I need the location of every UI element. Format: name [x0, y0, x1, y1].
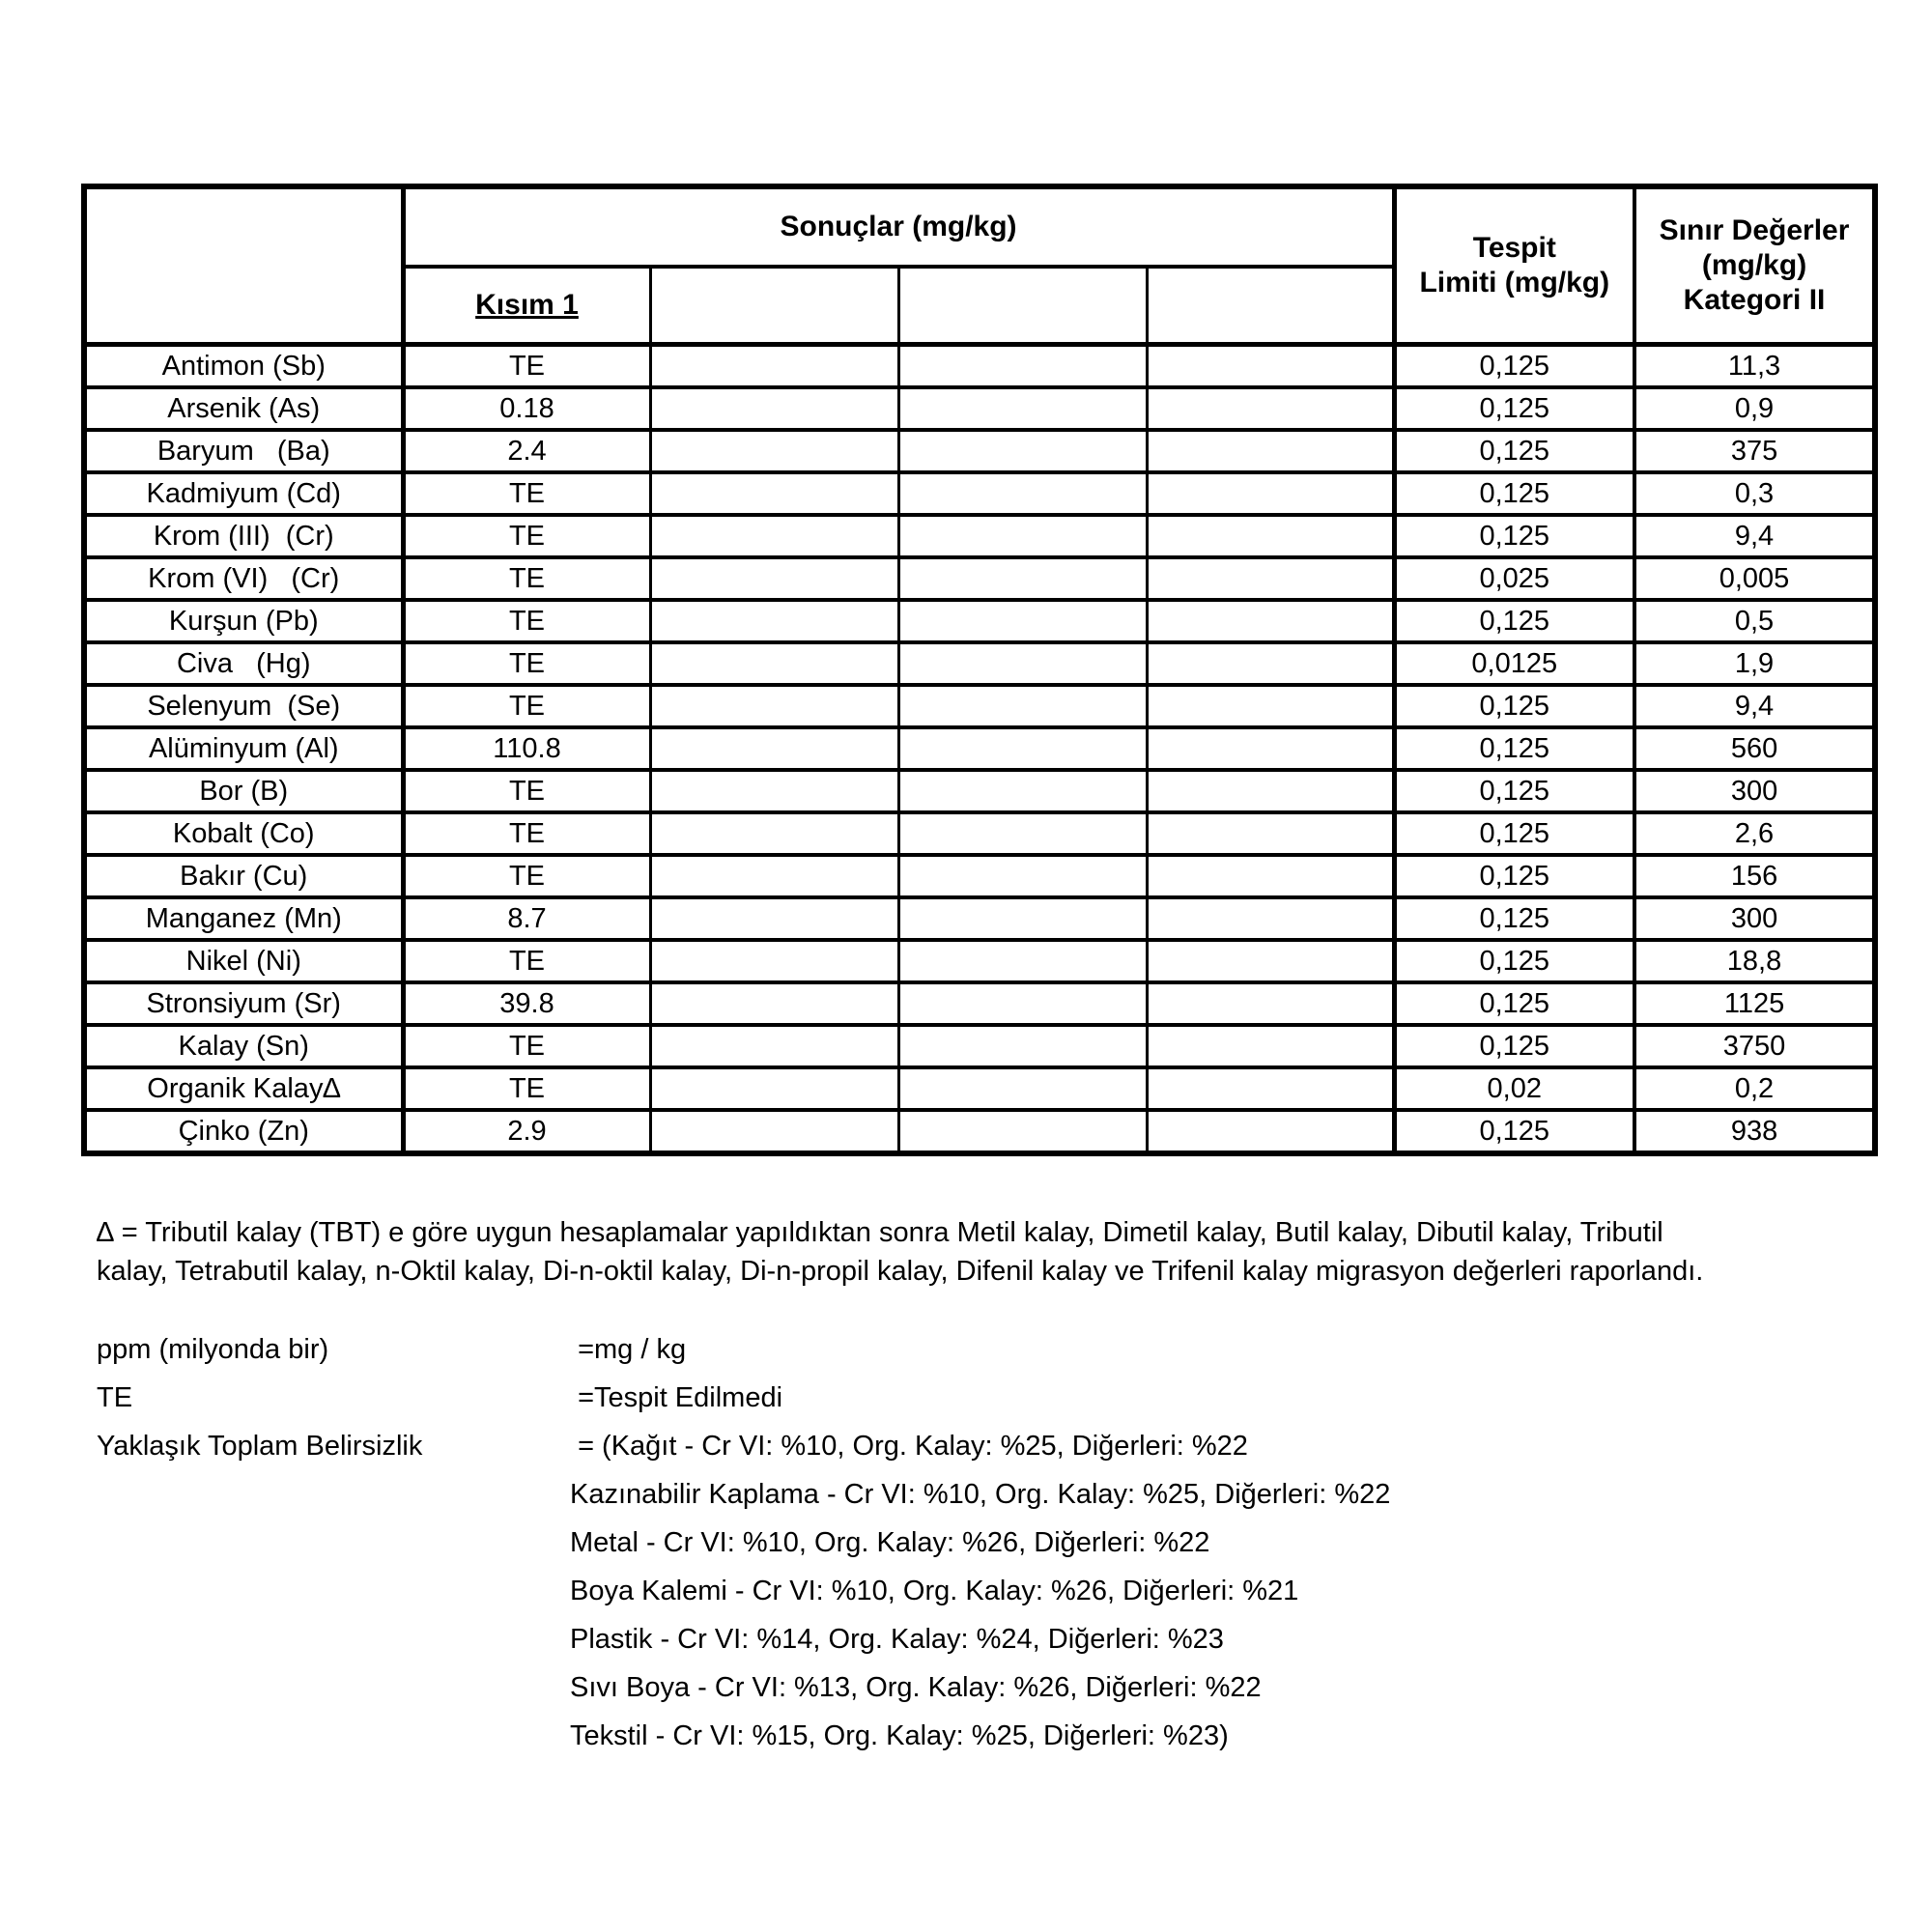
- result-cell: 110.8: [403, 727, 650, 770]
- result-cell: TE: [403, 557, 650, 600]
- limit-value-cell: 3750: [1634, 1025, 1875, 1067]
- empty-result-cell: [898, 1110, 1147, 1153]
- detection-limit-cell: 0,02: [1394, 1067, 1634, 1110]
- tbt-footnote-line1: ∆ = Tributil kalay (TBT) e göre uygun hesaplamalar yapıldıktan sonra Metil kalay, Dimetil kalay, Butil kalay, Dibutil kalay, Tributil: [97, 1217, 1663, 1248]
- empty-result-cell: [898, 515, 1147, 557]
- empty-result-cell: [650, 557, 898, 600]
- empty-result-cell: [1147, 940, 1394, 982]
- empty-result-cell: [650, 430, 898, 472]
- detection-limit-cell: 0,125: [1394, 515, 1634, 557]
- empty-result-cell: [1147, 812, 1394, 855]
- result-cell: 0.18: [403, 387, 650, 430]
- table-row: [84, 1110, 1875, 1153]
- empty-result-cell: [898, 685, 1147, 727]
- empty-result-cell: [898, 557, 1147, 600]
- empty-result-cell: [650, 472, 898, 515]
- limit-value-cell: 300: [1634, 770, 1875, 812]
- limit-value-cell: 156: [1634, 855, 1875, 897]
- empty-result-cell: [898, 727, 1147, 770]
- uncertainty-line-sivi-boya: Sıvı Boya - Cr VI: %13, Org. Kalay: %26, Diğerleri: %22: [570, 1672, 1262, 1703]
- detection-limit-cell: 0,125: [1394, 812, 1634, 855]
- element-name-cell: Nikel (Ni): [84, 940, 403, 982]
- legend-row-uncertainty: [97, 1422, 1845, 1470]
- empty-result-cell: [1147, 1110, 1394, 1153]
- result-cell: TE: [403, 515, 650, 557]
- result-cell: TE: [403, 600, 650, 642]
- empty-result-cell: [650, 685, 898, 727]
- element-name-cell: Kobalt (Co): [84, 812, 403, 855]
- detection-limit-cell: 0,125: [1394, 940, 1634, 982]
- element-name-cell: Bakır (Cu): [84, 855, 403, 897]
- table-row: [84, 345, 1875, 388]
- empty-result-cell: [1147, 515, 1394, 557]
- limit-value-cell: 1125: [1634, 982, 1875, 1025]
- uncertainty-line-tekstil: Tekstil - Cr VI: %15, Org. Kalay: %25, Diğerleri: %23): [570, 1720, 1229, 1751]
- empty-result-cell: [1147, 685, 1394, 727]
- result-cell: 2.4: [403, 430, 650, 472]
- empty-result-cell: [650, 600, 898, 642]
- result-cell: TE: [403, 1025, 650, 1067]
- result-cell: TE: [403, 642, 650, 685]
- legend-row-ppm: [97, 1325, 1845, 1374]
- detection-limit-header: [1394, 186, 1634, 345]
- empty-result-cell: [1147, 770, 1394, 812]
- results-group-header: Sonuçlar (mg/kg): [403, 186, 1394, 267]
- empty-result-cell: [650, 855, 898, 897]
- table-row: [84, 387, 1875, 430]
- header-row-groups: [84, 186, 1875, 267]
- result-cell: TE: [403, 770, 650, 812]
- empty-result-cell: [650, 812, 898, 855]
- uncertainty-line-plastik: Plastik - Cr VI: %14, Org. Kalay: %24, Diğerleri: %23: [570, 1624, 1224, 1655]
- empty-result-cell: [1147, 897, 1394, 940]
- table-row: [84, 1067, 1875, 1110]
- detection-limit-header-line2: Limiti (mg/kg): [1419, 267, 1610, 298]
- empty-result-cell: [1147, 1067, 1394, 1110]
- result-cell: 2.9: [403, 1110, 650, 1153]
- legend-definition-uncertainty: = (Kağıt - Cr VI: %10, Org. Kalay: %25, Diğerleri: %22: [578, 1431, 1248, 1462]
- limit-value-cell: 11,3: [1634, 345, 1875, 388]
- empty-result-cell: [1147, 1025, 1394, 1067]
- uncertainty-line-metal: Metal - Cr VI: %10, Org. Kalay: %26, Diğerleri: %22: [570, 1527, 1210, 1558]
- empty-result-cell: [1147, 727, 1394, 770]
- empty-result-cell: [1147, 557, 1394, 600]
- empty-result-cell: [1147, 345, 1394, 388]
- empty-result-cell: [650, 1067, 898, 1110]
- uncertainty-line-boya-kalemi: Boya Kalemi - Cr VI: %10, Org. Kalay: %26, Diğerleri: %21: [570, 1576, 1299, 1606]
- element-name-cell: Krom (III) (Cr): [84, 515, 403, 557]
- element-name-cell: Antimon (Sb): [84, 345, 403, 388]
- detection-limit-header-line1: Tespit: [1472, 232, 1556, 264]
- detection-limit-cell: 0,125: [1394, 727, 1634, 770]
- empty-result-cell: [650, 1025, 898, 1067]
- element-name-cell: Baryum (Ba): [84, 430, 403, 472]
- element-name-cell: Kalay (Sn): [84, 1025, 403, 1067]
- detection-limit-cell: 0,125: [1394, 345, 1634, 388]
- empty-result-cell: [650, 345, 898, 388]
- element-name-cell: Kadmiyum (Cd): [84, 472, 403, 515]
- legend-row-te: [97, 1374, 1845, 1422]
- result-cell: 8.7: [403, 897, 650, 940]
- empty-result-cell: [1147, 430, 1394, 472]
- empty-result-cell: [898, 600, 1147, 642]
- uncertainty-continuation: [570, 1470, 1845, 1760]
- element-name-cell: Selenyum (Se): [84, 685, 403, 727]
- limit-value-cell: 938: [1634, 1110, 1875, 1153]
- detection-limit-cell: 0,125: [1394, 1110, 1634, 1153]
- element-name-cell: Alüminyum (Al): [84, 727, 403, 770]
- legend-term-uncertainty: Yaklaşık Toplam Belirsizlik: [97, 1431, 423, 1462]
- result-cell: TE: [403, 472, 650, 515]
- legend-term-te: TE: [97, 1382, 133, 1413]
- empty-result-cell: [1147, 982, 1394, 1025]
- result-cell: TE: [403, 940, 650, 982]
- element-name-cell: Bor (B): [84, 770, 403, 812]
- detection-limit-cell: 0,0125: [1394, 642, 1634, 685]
- empty-result-cell: [898, 642, 1147, 685]
- limit-values-header-line3: Kategori II: [1683, 284, 1826, 316]
- detection-limit-cell: 0,125: [1394, 1025, 1634, 1067]
- limit-value-cell: 0,2: [1634, 1067, 1875, 1110]
- empty-result-cell: [898, 430, 1147, 472]
- element-name-cell: Çinko (Zn): [84, 1110, 403, 1153]
- table-row: [84, 515, 1875, 557]
- result-cell: TE: [403, 855, 650, 897]
- empty-result-cell: [1147, 387, 1394, 430]
- empty-result-cell: [898, 1025, 1147, 1067]
- empty-result-cell: [650, 727, 898, 770]
- detection-limit-cell: 0,125: [1394, 472, 1634, 515]
- limit-value-cell: 375: [1634, 430, 1875, 472]
- empty-result-cell: [1147, 855, 1394, 897]
- table-row: [84, 770, 1875, 812]
- empty-result-cell: [898, 855, 1147, 897]
- empty-result-cell: [898, 982, 1147, 1025]
- result-cell: TE: [403, 685, 650, 727]
- empty-result-cell: [650, 642, 898, 685]
- table-row: [84, 1025, 1875, 1067]
- empty-result-cell: [898, 1067, 1147, 1110]
- empty-result-cell: [650, 897, 898, 940]
- element-column-header: [84, 186, 403, 345]
- limit-value-cell: 560: [1634, 727, 1875, 770]
- empty-result-cell: [898, 897, 1147, 940]
- limit-value-cell: 9,4: [1634, 685, 1875, 727]
- empty-result-cell: [898, 345, 1147, 388]
- result-cell: 39.8: [403, 982, 650, 1025]
- table-row: [84, 897, 1875, 940]
- legend: [97, 1325, 1845, 1760]
- uncertainty-line-kazinabilir: Kazınabilir Kaplama - Cr VI: %10, Org. Kalay: %25, Diğerleri: %22: [570, 1479, 1391, 1510]
- table-row: [84, 940, 1875, 982]
- limit-values-header-line2: (mg/kg): [1701, 249, 1807, 281]
- detection-limit-cell: 0,125: [1394, 855, 1634, 897]
- limit-value-cell: 0,5: [1634, 600, 1875, 642]
- part1-label: Kısım 1: [475, 289, 579, 321]
- results-table-body: [84, 345, 1875, 1154]
- empty-result-column-header: [650, 267, 898, 345]
- detection-limit-cell: 0,125: [1394, 600, 1634, 642]
- tbt-footnote: [97, 1213, 1845, 1291]
- empty-result-cell: [650, 387, 898, 430]
- table-row: [84, 812, 1875, 855]
- limit-value-cell: 0,3: [1634, 472, 1875, 515]
- detection-limit-cell: 0,125: [1394, 770, 1634, 812]
- empty-result-cell: [898, 940, 1147, 982]
- table-row: [84, 727, 1875, 770]
- table-row: [84, 855, 1875, 897]
- limit-values-header: [1634, 186, 1875, 345]
- legend-definition-ppm: =mg / kg: [578, 1334, 687, 1365]
- empty-result-column-header: [1147, 267, 1394, 345]
- empty-result-cell: [650, 982, 898, 1025]
- limit-value-cell: 18,8: [1634, 940, 1875, 982]
- table-row: [84, 600, 1875, 642]
- table-row: [84, 642, 1875, 685]
- table-row: [84, 982, 1875, 1025]
- empty-result-column-header: [898, 267, 1147, 345]
- empty-result-cell: [1147, 642, 1394, 685]
- limit-value-cell: 2,6: [1634, 812, 1875, 855]
- limit-value-cell: 300: [1634, 897, 1875, 940]
- empty-result-cell: [898, 770, 1147, 812]
- result-cell: TE: [403, 345, 650, 388]
- tbt-footnote-line2: kalay, Tetrabutil kalay, n-Oktil kalay, Di-n-oktil kalay, Di-n-propil kalay, Difenil kalay ve Trifenil kalay migrasyon değerleri raporlandı.: [97, 1256, 1704, 1287]
- element-name-cell: Organik Kalay∆: [84, 1067, 403, 1110]
- limit-values-header-line1: Sınır Değerler: [1659, 214, 1850, 246]
- element-name-cell: Stronsiyum (Sr): [84, 982, 403, 1025]
- table-row: [84, 472, 1875, 515]
- empty-result-cell: [898, 812, 1147, 855]
- element-name-cell: Krom (VI) (Cr): [84, 557, 403, 600]
- empty-result-cell: [650, 770, 898, 812]
- detection-limit-cell: 0,125: [1394, 387, 1634, 430]
- empty-result-cell: [650, 1110, 898, 1153]
- empty-result-cell: [1147, 472, 1394, 515]
- part1-column-header: [403, 267, 650, 345]
- empty-result-cell: [898, 472, 1147, 515]
- detection-limit-cell: 0,125: [1394, 430, 1634, 472]
- detection-limit-cell: 0,025: [1394, 557, 1634, 600]
- results-table: [81, 184, 1878, 1156]
- legend-term-ppm: ppm (milyonda bir): [97, 1334, 329, 1365]
- empty-result-cell: [1147, 600, 1394, 642]
- detection-limit-cell: 0,125: [1394, 685, 1634, 727]
- limit-value-cell: 1,9: [1634, 642, 1875, 685]
- detection-limit-cell: 0,125: [1394, 982, 1634, 1025]
- empty-result-cell: [650, 940, 898, 982]
- element-name-cell: Kurşun (Pb): [84, 600, 403, 642]
- results-table-header: [84, 186, 1875, 345]
- detection-limit-cell: 0,125: [1394, 897, 1634, 940]
- empty-result-cell: [650, 515, 898, 557]
- limit-value-cell: 9,4: [1634, 515, 1875, 557]
- element-name-cell: Manganez (Mn): [84, 897, 403, 940]
- table-row: [84, 430, 1875, 472]
- empty-result-cell: [898, 387, 1147, 430]
- result-cell: TE: [403, 812, 650, 855]
- table-row: [84, 557, 1875, 600]
- result-cell: TE: [403, 1067, 650, 1110]
- limit-value-cell: 0,9: [1634, 387, 1875, 430]
- limit-value-cell: 0,005: [1634, 557, 1875, 600]
- table-row: [84, 685, 1875, 727]
- legend-definition-te: =Tespit Edilmedi: [578, 1382, 783, 1413]
- element-name-cell: Civa (Hg): [84, 642, 403, 685]
- element-name-cell: Arsenik (As): [84, 387, 403, 430]
